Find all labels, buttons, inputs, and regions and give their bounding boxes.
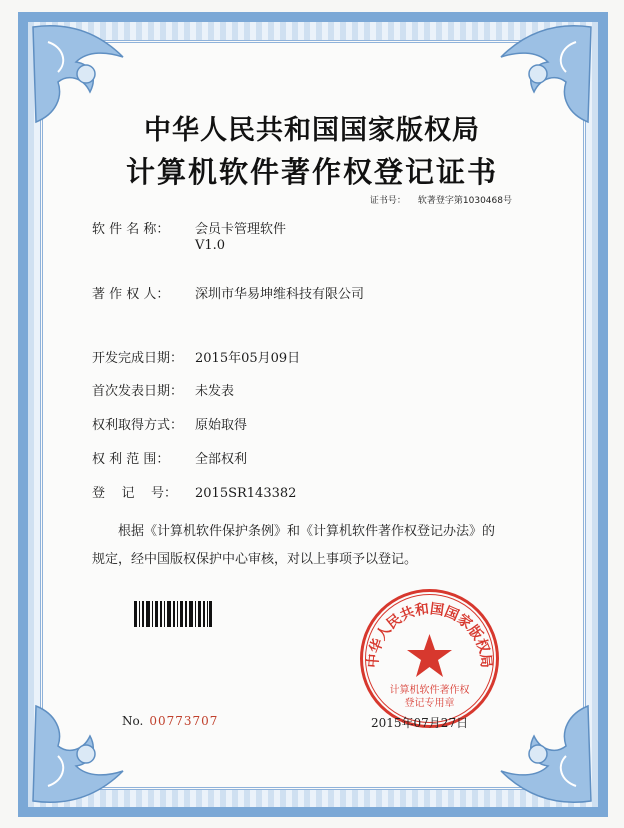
statement-line: 规定，经中国版权保护中心审核，对以上事项予以登记。 bbox=[92, 552, 418, 567]
field-label: 登 记 号： bbox=[92, 486, 178, 501]
statement-line: 根据《计算机软件保护条例》和《计算机软件著作权登记办法》的 bbox=[118, 524, 496, 539]
field-label: 开发完成日期： bbox=[92, 351, 184, 366]
issuer-title: 中华人民共和国国家版权局 bbox=[144, 115, 480, 146]
field-value: 全部权利 bbox=[195, 452, 248, 467]
field-label: 权利取得方式： bbox=[92, 418, 184, 433]
field-label: 软 件 名 称： bbox=[92, 222, 170, 237]
field-value: 2015年05月09日 bbox=[195, 351, 301, 366]
serial-number bbox=[122, 714, 218, 728]
certificate-number-value: 软著登字第1030468号 bbox=[417, 196, 512, 206]
field-completion-date bbox=[92, 347, 300, 366]
certificate-number-label: 证书号： bbox=[369, 196, 406, 206]
field-label: 权 利 范 围： bbox=[92, 452, 170, 467]
certificate-title: 计算机软件著作权登记证书 bbox=[125, 155, 498, 189]
field-value: 深圳市华易坤维科技有限公司 bbox=[195, 287, 365, 302]
field-software-name bbox=[92, 218, 286, 253]
field-publication-date bbox=[92, 380, 234, 399]
issue-date: 2015年07月27日 bbox=[371, 716, 469, 730]
seal-center-text-1: 计算机软件著作权 bbox=[389, 685, 470, 696]
field-value-version: V1.0 bbox=[195, 238, 226, 253]
serial-number-label: No. bbox=[122, 714, 144, 728]
field-value: 会员卡管理软件 bbox=[195, 222, 287, 237]
field-acquisition-method bbox=[92, 414, 247, 433]
seal-center-text-2: 登记专用章 bbox=[404, 698, 455, 709]
official-seal-icon bbox=[357, 586, 502, 731]
field-value: 未发表 bbox=[195, 384, 235, 399]
field-label: 著 作 权 人： bbox=[92, 287, 170, 302]
field-registration-number bbox=[92, 482, 296, 501]
field-value: 2015SR143382 bbox=[195, 486, 297, 501]
certificate-number bbox=[370, 193, 512, 206]
field-label: 首次发表日期： bbox=[92, 384, 184, 399]
serial-number-value: 00773707 bbox=[149, 714, 219, 728]
corner-ornament-icon bbox=[28, 696, 148, 806]
seal-star-icon bbox=[407, 634, 452, 677]
seal-ring-text: 中华人民共和国国家版权局 bbox=[365, 601, 494, 669]
barcode-icon bbox=[134, 601, 212, 627]
field-rights-scope bbox=[92, 448, 247, 467]
field-value: 原始取得 bbox=[195, 418, 248, 433]
statement-paragraph bbox=[92, 518, 542, 574]
field-copyright-owner bbox=[92, 283, 364, 302]
